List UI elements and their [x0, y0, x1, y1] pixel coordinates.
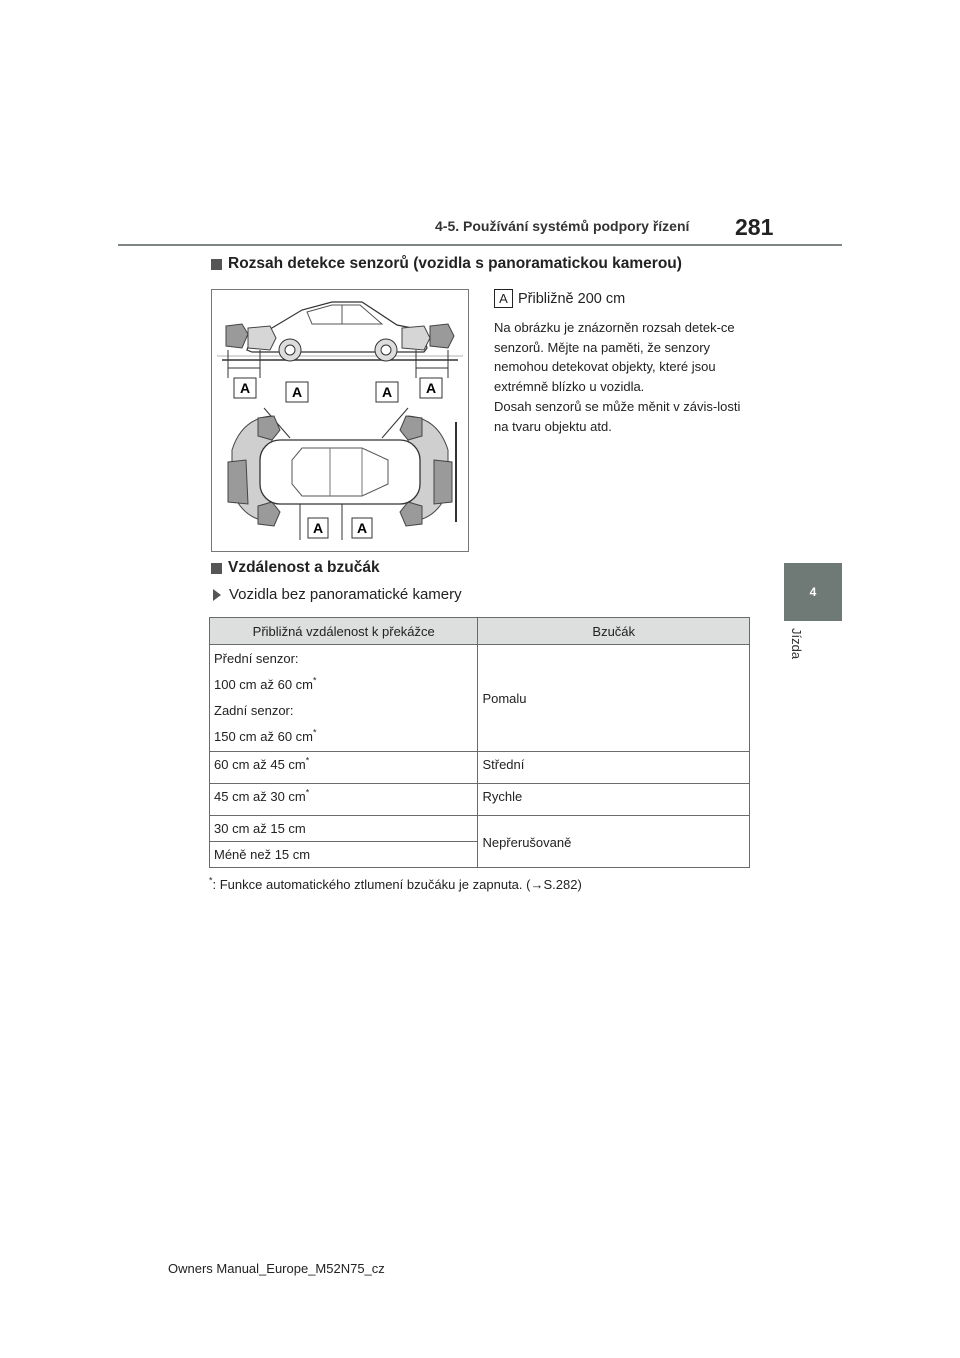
table-row	[210, 816, 750, 842]
figure-legend	[494, 289, 625, 308]
legend-key-box: A	[494, 289, 513, 308]
triangle-bullet-icon	[213, 589, 221, 601]
section-heading-text: Vzdálenost a bzučák	[228, 559, 380, 576]
footnote-mark: *	[313, 675, 317, 686]
chapter-tab: 4	[784, 563, 842, 621]
footnote-text: : Funkce automatického ztlumení bzučáku je zapnuta. (	[212, 877, 531, 892]
distance-buzzer-table	[209, 617, 750, 868]
dim-label-a: A	[239, 380, 251, 396]
section-heading-detection-range	[211, 255, 682, 273]
distance-cell	[210, 645, 478, 752]
page-footer: Owners Manual_Europe_M52N75_cz	[168, 1261, 385, 1276]
buzzer-cell: Nepřerušovaně	[478, 816, 750, 868]
footnote-page-reference[interactable]: S.282)	[543, 877, 582, 892]
paragraph-range-note: Na obrázku je znázorněn rozsah detek-ce senzorů. Mějte na paměti, že senzory nemohou detekovat objekty, které jsou extrémně blízko u vozidla.	[494, 320, 735, 394]
subheading-text: Vozidla bez panoramatické kamery	[229, 586, 462, 603]
subheading-no-camera	[213, 586, 462, 603]
cell-line-with-mark	[214, 676, 473, 693]
section-heading-text: Rozsah detekce senzorů (vozidla s panoramatickou kamerou)	[228, 255, 682, 272]
distance-cell	[210, 752, 478, 784]
square-bullet-icon	[211, 259, 222, 270]
cell-line-text: 150 cm až 60 cm	[214, 729, 313, 744]
cell-text: 60 cm až 45 cm	[214, 757, 306, 772]
running-header-section: 4-5. Používání systémů podpory řízení	[435, 218, 690, 234]
cross-reference-arrow-icon: →	[530, 877, 544, 892]
cell-line: Přední senzor:	[214, 651, 299, 666]
sensor-range-diagram	[212, 290, 468, 551]
footnote-mark: *	[313, 727, 317, 738]
square-bullet-icon	[211, 563, 222, 574]
distance-cell: Méně než 15 cm	[210, 842, 478, 868]
buzzer-cell: Rychle	[478, 784, 750, 816]
page-number: 281	[735, 214, 774, 240]
column-header-distance: Přibližná vzdálenost k překážce	[210, 618, 478, 645]
footnote-mark: *	[305, 755, 310, 766]
table-row	[210, 752, 750, 784]
dim-label-a: A	[356, 520, 368, 536]
buzzer-cell: Střední	[478, 752, 750, 784]
distance-cell	[210, 784, 478, 816]
paragraph-range-variation: Dosah senzorů se může měnit v závis-losti na tvaru objektu atd.	[494, 399, 741, 434]
footnote-mark: *	[305, 787, 310, 798]
section-heading-distance-buzzer	[211, 559, 380, 577]
table-row	[210, 645, 750, 752]
distance-cell: 30 cm až 15 cm	[210, 816, 478, 842]
header-rule	[118, 244, 842, 246]
buzzer-cell: Pomalu	[478, 645, 750, 752]
sensor-range-figure	[211, 289, 469, 552]
footnote	[209, 877, 582, 892]
column-header-buzzer: Bzučák	[478, 618, 750, 645]
cell-text: 45 cm až 30 cm	[214, 789, 306, 804]
cell-line-text: 100 cm až 60 cm	[214, 677, 313, 692]
chapter-label	[786, 628, 808, 688]
dim-label-a: A	[312, 520, 324, 536]
cell-line-with-mark	[214, 728, 473, 745]
dim-label-a: A	[381, 384, 393, 400]
table-row	[210, 784, 750, 816]
dim-label-a: A	[291, 384, 303, 400]
dim-label-a: A	[425, 380, 437, 396]
chapter-label-text: Jízda	[789, 628, 804, 660]
legend-text: Přibližně 200 cm	[518, 290, 626, 307]
table-header-row	[210, 618, 750, 645]
footnote-mark: *	[209, 875, 213, 886]
cell-line: Zadní senzor:	[214, 703, 294, 718]
